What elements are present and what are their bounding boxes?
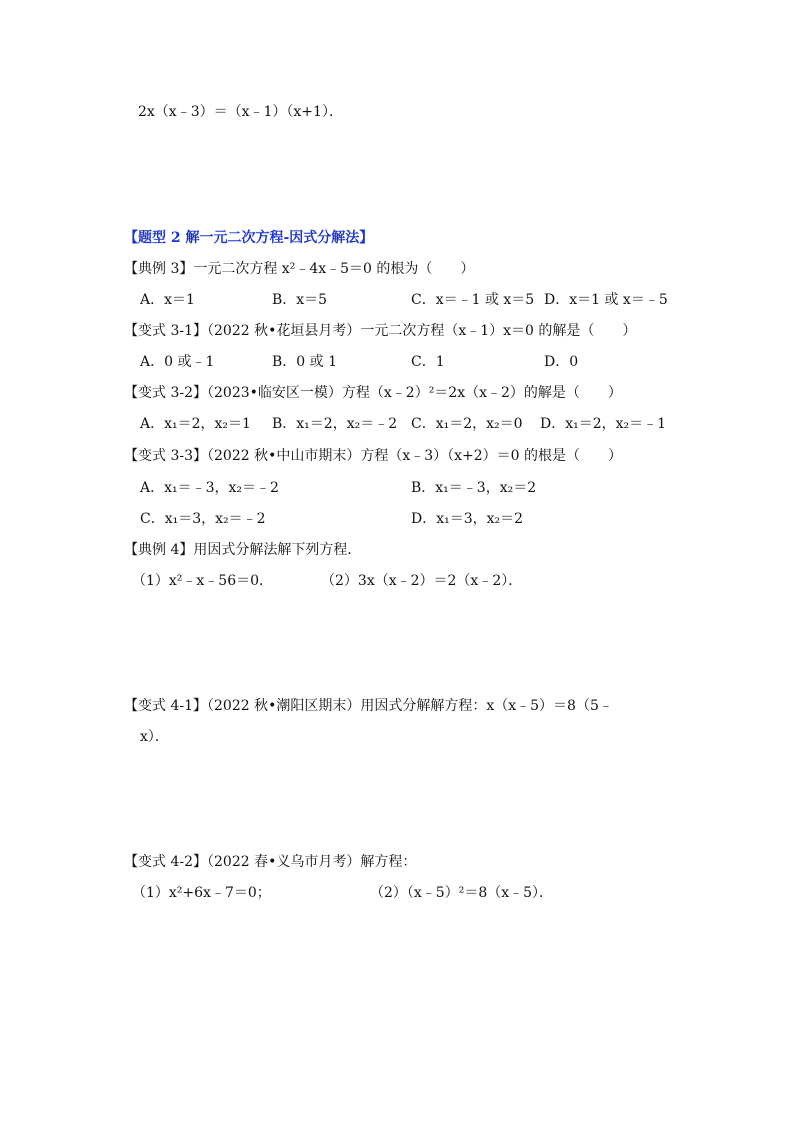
variant-3-2-label: 【变式 3-2】	[124, 385, 207, 401]
example-3-question	[124, 259, 474, 279]
variant-4-2-label: 【变式 4-2】	[124, 854, 207, 870]
variant-3-1-text: （2022 秋•花垣县月考）一元二次方程（x﹣1）x＝0 的解是（ ）	[207, 323, 637, 339]
example-3-option-c: C．x＝﹣1 或 x＝5	[411, 292, 535, 308]
example-4-part-1: （1）x²﹣x﹣56＝0．	[132, 573, 274, 589]
variant-4-2-question	[124, 852, 416, 872]
example-4-label: 【典例 4】	[124, 542, 194, 558]
variant-3-1-option-b: B．0 或 1	[272, 354, 338, 370]
variant-4-1-text: （2022 秋•潮阳区期末）用因式分解解方程：x（x﹣5）＝8（5﹣	[207, 698, 613, 714]
variant-3-1-question	[124, 321, 636, 341]
top-equation: 2x（x﹣3）＝（x﹣1）（x+1）．	[138, 104, 343, 120]
variant-3-2-option-b: B．x₁＝2，x₂＝﹣2	[272, 416, 398, 432]
example-3-text: 一元二次方程 x²﹣4x﹣5＝0 的根为（ ）	[193, 261, 475, 277]
variant-3-1-option-d: D．0	[544, 354, 579, 370]
variant-3-3-option-b: B．x₁＝﹣3，x₂＝2	[411, 480, 537, 496]
example-3-option-b: B．x＝5	[272, 292, 328, 308]
variant-3-2-option-d: D．x₁＝2，x₂＝﹣1	[540, 416, 667, 432]
variant-3-1-label: 【变式 3-1】	[124, 323, 207, 339]
variant-4-1-label: 【变式 4-1】	[124, 698, 207, 714]
variant-3-2-option-a: A．x₁＝2，x₂＝1	[140, 416, 251, 432]
variant-3-2-text: （2023•临安区一模）方程（x﹣2）²＝2x（x﹣2）的解是（ ）	[207, 385, 622, 401]
variant-3-3-question	[124, 446, 622, 466]
variant-4-2-part-1: （1）x²+6x﹣7＝0；	[132, 885, 271, 901]
variant-3-2-option-c: C．x₁＝2，x₂＝0	[411, 416, 523, 432]
variant-3-3-option-a: A．x₁＝﹣3，x₂＝﹣2	[140, 480, 279, 496]
variant-3-1-option-a: A．0 或﹣1	[140, 354, 215, 370]
variant-3-3-option-d: D．x₁＝3，x₂＝2	[411, 511, 524, 527]
variant-4-2-part-2: （2）（x﹣5）²＝8（x﹣5）．	[370, 885, 554, 901]
example-3-option-d: D．x＝1 或 x＝﹣5	[544, 292, 668, 308]
example-3-label: 【典例 3】	[124, 261, 194, 277]
example-4-question	[124, 540, 361, 560]
example-4-part-2: （2）3x（x﹣2）＝2（x﹣2）．	[321, 573, 523, 589]
variant-3-3-option-c: C．x₁＝3，x₂＝﹣2	[140, 511, 266, 527]
example-3-option-a: A．x＝1	[140, 292, 195, 308]
section-heading: 【题型 2 解一元二次方程-因式分解法】	[124, 230, 374, 246]
variant-4-1-question	[124, 696, 613, 716]
variant-4-1-question-cont: x）．	[140, 729, 169, 745]
variant-3-3-text: （2022 秋•中山市期末）方程（x﹣3）（x+2）＝0 的根是（ ）	[207, 448, 623, 464]
example-4-text: 用因式分解法解下列方程．	[193, 542, 362, 558]
variant-4-2-text: （2022 春•义乌市月考）解方程：	[207, 854, 417, 870]
variant-3-1-option-c: C．1	[411, 354, 445, 370]
variant-3-3-label: 【变式 3-3】	[124, 448, 207, 464]
variant-3-2-question	[124, 383, 622, 403]
